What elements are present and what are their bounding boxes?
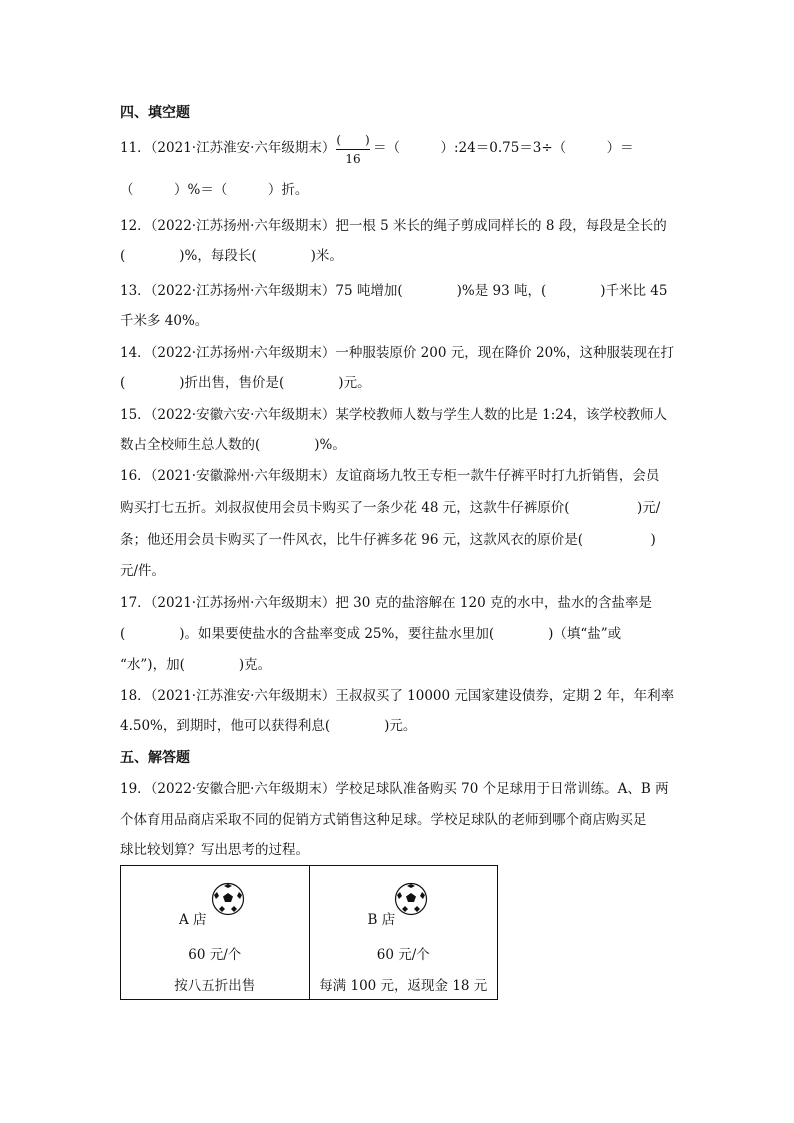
question-12-line2: ( )%，每段长( )米。 <box>120 248 343 264</box>
question-19-line3: 球比较划算？写出思考的过程。 <box>120 842 309 858</box>
soccer-ball-icon <box>211 882 245 916</box>
question-16-line1: 16．（2021·安徽滁州·六年级期末）友谊商场九牧王专柜一款牛仔裤平时打九折销售，会员 <box>120 468 660 484</box>
store-b-name: B 店 <box>367 912 396 928</box>
fraction-numerator: ( ) <box>336 133 370 147</box>
question-18-line2: 4.50%，到期时，他可以获得利息( )元。 <box>120 718 417 734</box>
question-13-line1: 13．（2022·江苏扬州·六年级期末）75 吨增加( )%是 93 吨，( )千米比 45 <box>120 283 668 299</box>
section-heading-answer: 五、解答题 <box>120 750 190 766</box>
store-b-price: 60 元/个 <box>376 947 430 963</box>
fraction-over-16 <box>333 131 373 171</box>
section-heading-fill-blank: 四、填空题 <box>120 105 190 121</box>
question-15-line1: 15．（2022·安徽六安·六年级期末）某学校教师人数与学生人数的比是 1:24，该学校教师人 <box>120 407 667 423</box>
question-11-prefix: 11．（2021·江苏淮安·六年级期末） <box>120 140 336 156</box>
question-19-line2: 个体育用品商店采取不同的促销方式销售这种足球。学校足球队的老师到哪个商店购买足 <box>120 812 647 828</box>
store-b-promo: 每满 100 元，返现金 18 元 <box>319 978 488 994</box>
question-13-line2: 千米多 40%。 <box>120 313 209 329</box>
question-11-line2: （ ）%＝（ ）折。 <box>120 182 309 198</box>
soccer-ball-icon <box>394 882 428 916</box>
question-14-line2: ( )折出售，售价是( )元。 <box>120 375 371 391</box>
question-16-line4: 元/件。 <box>120 563 166 579</box>
fraction-denominator: 16 <box>345 152 361 166</box>
store-a-name: A 店 <box>179 912 207 928</box>
question-19-line1: 19．（2022·安徽合肥·六年级期末）学校足球队准备购买 70 个足球用于日常训练。A、B 两 <box>120 781 669 797</box>
question-17-line2: ( )。如果要使盐水的含盐率变成 25%，要往盐水里加( )（填“盐”或 <box>120 626 622 642</box>
question-11-equation: ＝（ ）:24＝0.75＝3÷（ ）＝ <box>373 140 634 156</box>
question-16-line2: 购买打七五折。刘叔叔使用会员卡购买了一条少花 48 元，这款牛仔裤原价( )元/ <box>120 500 661 516</box>
question-17-line1: 17．（2021·江苏扬州·六年级期末）把 30 克的盐溶解在 120 克的水中，盐水的含盐率是 <box>120 595 652 611</box>
question-14-line1: 14．（2022·江苏扬州·六年级期末）一种服装原价 200 元，现在降价 20%，这种服装现在打 <box>120 345 675 361</box>
question-18-line1: 18．（2021·江苏淮安·六年级期末）王叔叔买了 10000 元国家建设债券，定期 2 年，年利率 <box>120 688 675 704</box>
store-a-cell <box>121 866 309 999</box>
store-comparison-table <box>120 865 498 1000</box>
question-16-line3: 条；他还用会员卡购买了一件风衣，比牛仔裤多花 96 元，这款风衣的原价是( ) <box>120 532 656 548</box>
store-a-price: 60 元/个 <box>188 947 242 963</box>
question-15-line2: 数占全校师生总人数的( )%。 <box>120 437 346 453</box>
store-b-cell <box>309 866 498 999</box>
store-a-promo: 按八五折出售 <box>174 978 256 994</box>
question-12-line1: 12．（2022·江苏扬州·六年级期末）把一根 5 米长的绳子剪成同样长的 8 段，每段是全长的 <box>120 218 667 234</box>
question-17-line3: “水”)，加( )克。 <box>120 657 272 673</box>
